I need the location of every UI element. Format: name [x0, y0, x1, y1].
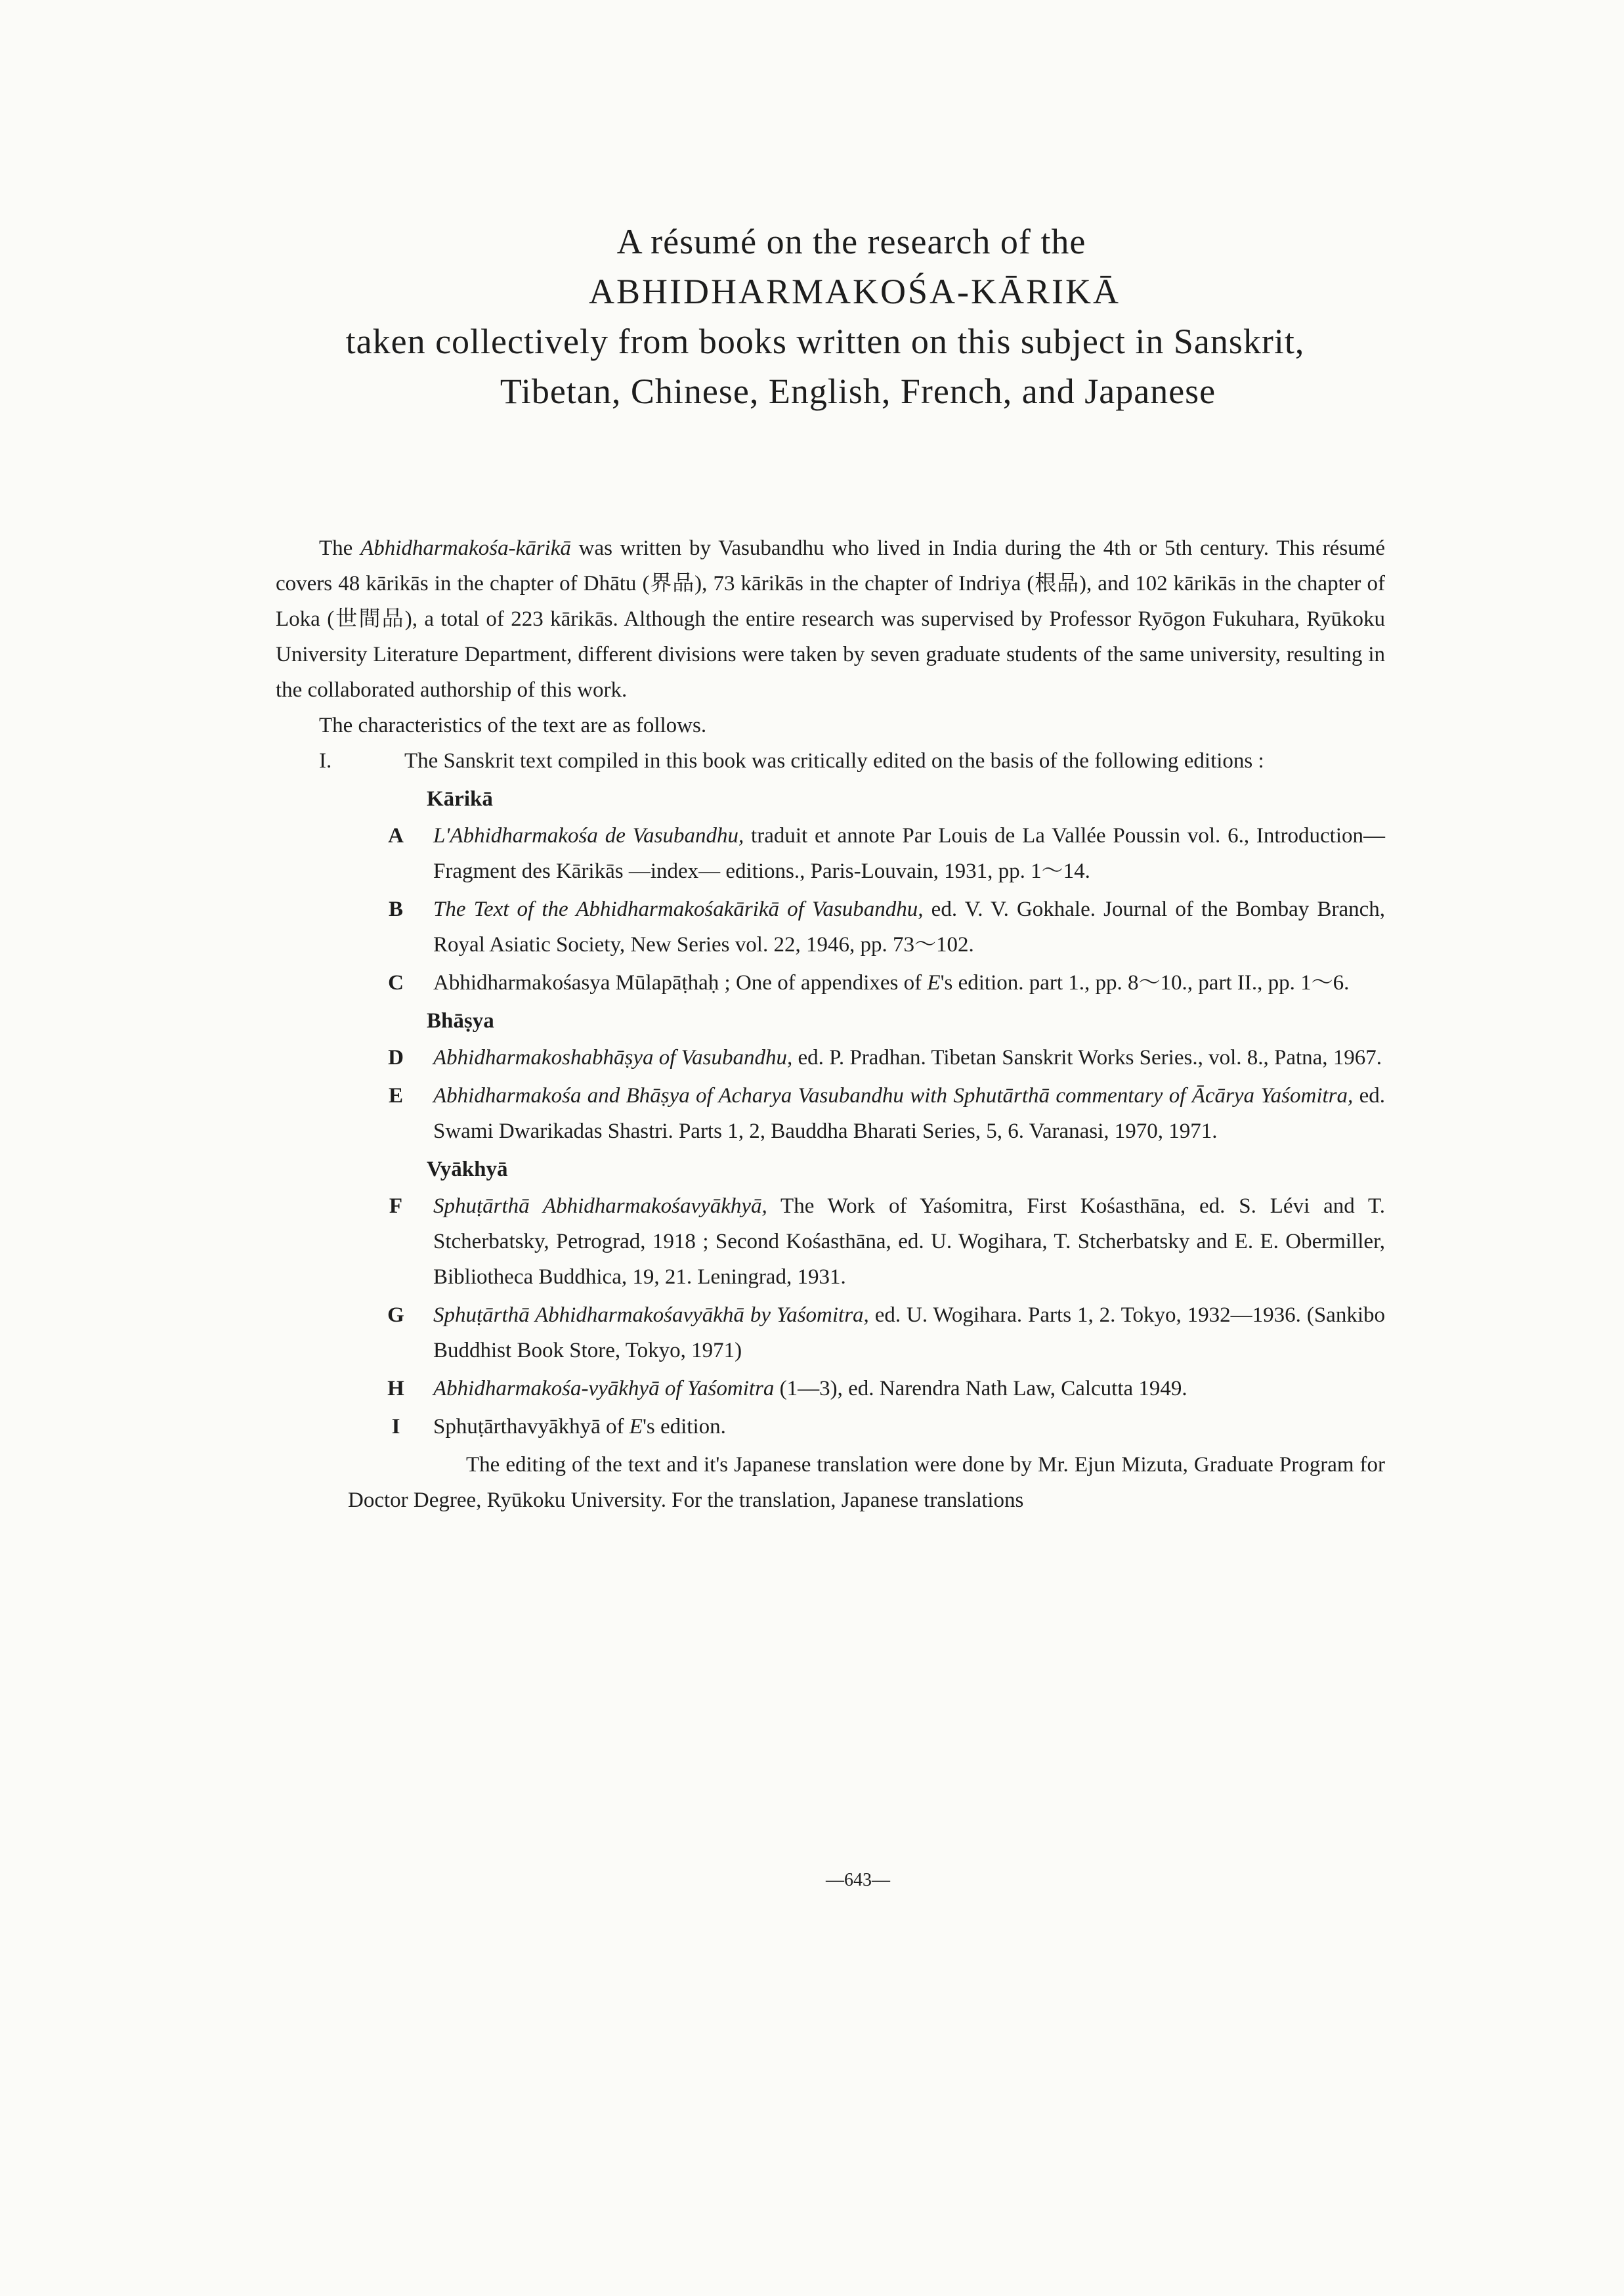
- entry-d: [276, 1040, 1385, 1075]
- entry-letter: I: [391, 1415, 400, 1439]
- entry-e: [276, 1078, 1385, 1149]
- entry-f: [276, 1188, 1385, 1295]
- characteristics-paragraph: The characteristics of the text are as follows.: [319, 714, 707, 737]
- entry-details: traduit et annote Par Louis de La Vallée Poussin vol. 6., Introduction—Fragment des Kārikās —index— editions., Paris-Louvain, 1931, pp. 1〜14.: [433, 824, 1386, 883]
- intro-work-title: Abhidharmakośa-kārikā: [360, 536, 571, 560]
- entry-details: ed. P. Pradhan. Tibetan Sanskrit Works Series., vol. 8., Patna, 1967.: [792, 1046, 1382, 1070]
- item-number: I.: [319, 749, 332, 773]
- title-line-4: Tibetan, Chinese, English, French, and Japanese: [500, 372, 1216, 411]
- entry-title: Abhidharmakośasya Mūlapāṭhaḥ ; One of appendixes of: [433, 971, 928, 995]
- entry-title: Abhidharmakoshabhāṣya of Vasubandhu,: [433, 1046, 793, 1070]
- numbered-item-1: [276, 743, 1385, 779]
- entry-details: The Work of Yaśomitra, First Kośasthāna, ed. S. Lévi and T. Stcherbatsky, Petrograd, 1918 ; Second Kośasthāna, ed. U. Wogihara, T. Stcherbatsky and E. E. Obermiller, Bibliotheca Buddhica, 19, 21. Leningrad, 1931.: [433, 1194, 1385, 1289]
- intro-body: was written by Vasubandhu who lived in India during the 4th or 5th century. This résumé covers 48 kārikās in the chapter of Dhātu (界品), 73 kārikās in the chapter of Indriya (根品), and 102 kārikās in the chapter of Loka (世間品), a total of 223 kārikās. Although the entire research was supervised by Professor Ryōgon Fukuhara, Ryūkoku University Literature Department, different divisions were taken by seven graduate students of the same university, resulting in the collaborated authorship of this work.: [276, 536, 1385, 702]
- body-text: [276, 531, 1385, 1518]
- entry-details: 's edition.: [642, 1415, 726, 1439]
- entry-c: [276, 965, 1385, 1001]
- entry-letter: H: [387, 1377, 404, 1400]
- entry-details: (1—3), ed. Narendra Nath Law, Calcutta 1949.: [774, 1377, 1187, 1400]
- entry-letter: E: [388, 1084, 403, 1108]
- entry-i: [276, 1409, 1385, 1444]
- title-line-3: taken collectively from books written on this subject in Sanskrit,: [345, 322, 1305, 361]
- closing-paragraph: The editing of the text and it's Japanese translation were done by Mr. Ejun Mizuta, Graduate Program for Doctor Degree, Ryūkoku University. For the translation, Japanese translations: [348, 1453, 1385, 1512]
- entry-details: 's edition. part 1., pp. 8〜10., part II., pp. 1〜6.: [940, 971, 1350, 995]
- entry-title: Sphuṭārthā Abhidharmakośavyākhā by Yaśomitra,: [433, 1303, 869, 1327]
- entry-letter: D: [388, 1046, 404, 1070]
- entry-letter: A: [388, 824, 404, 848]
- entry-b: [276, 892, 1385, 963]
- intro-paragraph: [276, 531, 1385, 708]
- closing-block: [348, 1447, 1385, 1518]
- entry-letter: F: [389, 1194, 403, 1218]
- entry-title: Abhidharmakośa and Bhāṣya of Acharya Vasubandhu with Sphutārthā commentary of Ācārya Yaśomitra,: [433, 1084, 1354, 1108]
- entry-g: [276, 1297, 1385, 1368]
- entry-title: Sphuṭārthā Abhidharmakośavyākhyā,: [433, 1194, 767, 1218]
- page-number: —643—: [826, 1870, 890, 1890]
- intro-pre: The: [319, 536, 361, 560]
- entry-details: ed. U. Wogihara. Parts 1, 2. Tokyo, 1932—1936. (Sankibo Buddhist Book Store, Tokyo, 1971): [433, 1303, 1385, 1362]
- entry-ref: E: [629, 1415, 643, 1439]
- entry-h: [276, 1371, 1385, 1406]
- entry-a: [276, 818, 1385, 889]
- title-line-2: ABHIDHARMAKOŚA-KĀRIKĀ: [588, 272, 1121, 311]
- entry-details: ed. Swami Dwarikadas Shastri. Parts 1, 2, Bauddha Bharati Series, 5, 6. Varanasi, 1970, 1971.: [433, 1084, 1385, 1143]
- entry-title: Abhidharmakośa-vyākhyā of Yaśomitra: [433, 1377, 775, 1400]
- section-bhasya: Bhāṣya: [427, 1009, 494, 1033]
- section-vyakhya: Vyākhyā: [427, 1158, 508, 1181]
- entry-title: Sphuṭārthavyākhyā of: [433, 1415, 630, 1439]
- entry-title: The Text of the Abhidharmakośakārikā of Vasubandhu,: [433, 898, 924, 921]
- section-karika: Kārikā: [427, 787, 493, 811]
- title-block: [0, 217, 1624, 416]
- item-text: The Sanskrit text compiled in this book was critically edited on the basis of the following editions :: [404, 749, 1264, 773]
- entry-title: L'Abhidharmakośa de Vasubandhu,: [433, 824, 744, 848]
- title-line-1: A résumé on the research of the: [616, 222, 1086, 261]
- entry-letter: G: [387, 1303, 404, 1327]
- entry-details: ed. V. V. Gokhale. Journal of the Bombay Branch, Royal Asiatic Society, New Series vol. 22, 1946, pp. 73〜102.: [433, 898, 1385, 957]
- entry-letter: B: [388, 898, 403, 921]
- entry-letter: C: [388, 971, 404, 995]
- entry-ref: E: [927, 971, 941, 995]
